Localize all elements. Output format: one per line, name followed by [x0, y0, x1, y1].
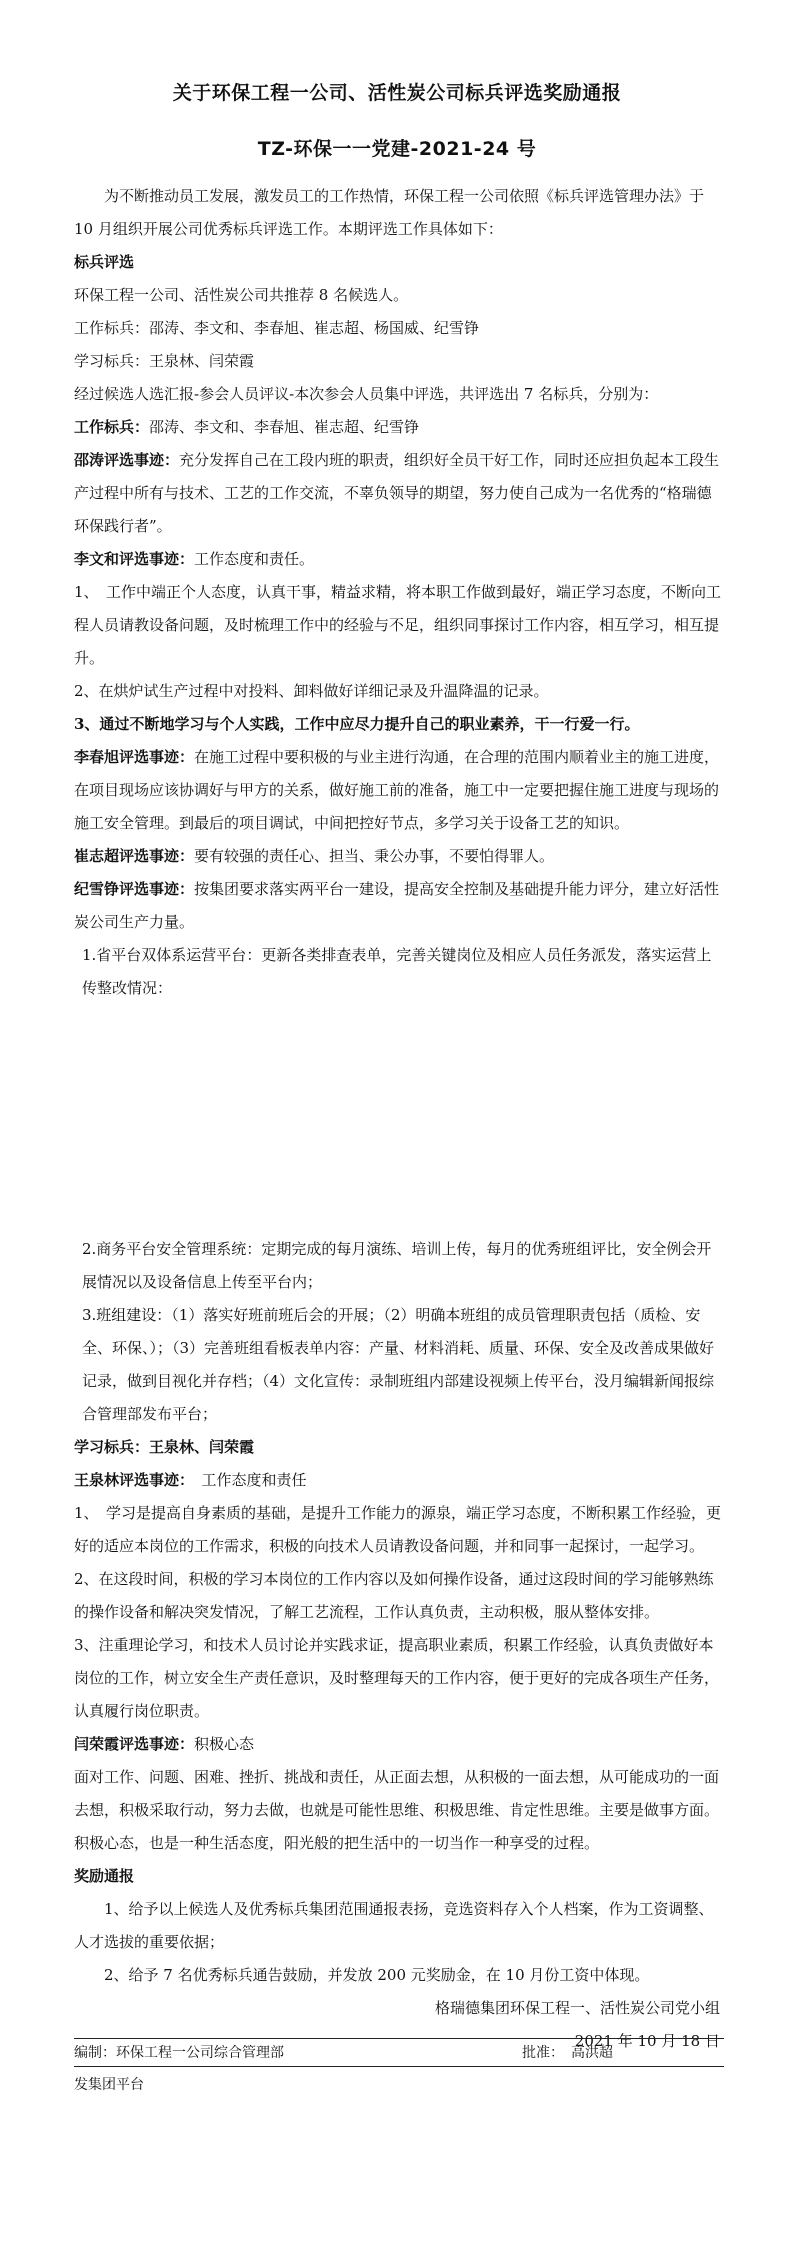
li-point-1: 1、 工作中端正个人态度，认真干事，精益求精，将本职工作做到最好，端正学习态度，不断向工程人员请教设备问题，及时梳理工作中的经验与不足，组织同事探讨工作内容，相互学习，相互提升。 [74, 583, 722, 667]
reward-heading: 奖励通报 [74, 1867, 135, 1885]
reward-point-2: 2、给予 7 名优秀标兵通告鼓励，并发放 200 元奖励金，在 10 月份工资中体现。 [104, 1966, 650, 1984]
study-heading: 学习标兵：王泉林、闫荣霞 [74, 1438, 255, 1456]
yan-text: 积极心态 [194, 1735, 255, 1753]
ji-label: 纪雪铮评选事迹： [74, 880, 195, 898]
cui-label: 崔志超评选事迹： [74, 847, 195, 865]
yan-deeds [74, 1728, 726, 1761]
chun-label: 李春旭评选事迹： [74, 748, 195, 766]
footer-bottom-rule [74, 2066, 724, 2067]
work-winners-label: 工作标兵： [74, 418, 150, 436]
wang-label: 王泉林评选事迹： [74, 1471, 187, 1489]
ji-point-3: 3.班组建设：（1）落实好班前班后会的开展；（2）明确本班组的成员管理职责包括（质检、安全、环保、）；（3）完善班组看板表单内容：产量、材料消耗、质量、环保、安全及改善成果做好记录，做到目视化并存档；（4）文化宣传：录制班组内部建设视频上传平台，没月编辑新闻报综合管理部发布平台； [82, 1306, 715, 1423]
shao-label: 邵涛评选事迹： [74, 451, 180, 469]
ji-text: 按集团要求落实两平台一建设，提高安全控制及基础提升能力评分，建立好活性炭公司生产力量。 [74, 880, 720, 931]
shao-deeds [74, 444, 726, 543]
ji-point-1: 1.省平台双体系运营平台：更新各类排查表单，完善关键岗位及相应人员任务派发，落实运营上传整改情况： [82, 946, 712, 997]
signature: 格瑞德集团环保工程一、活性炭公司党小组 [434, 1999, 720, 2017]
shao-text: 充分发挥自己在工段内班的职责，组织好全员干好工作，同时还应担负起本工段生产过程中所有与技术、工艺的工作交流，不辜负领导的期望，努力使自己成为一名优秀的“格瑞德环保践行者”。 [74, 451, 720, 535]
wang-deeds [74, 1464, 726, 1497]
wang-text: 工作态度和责任 [186, 1471, 307, 1489]
footer-editor: 编制：环保工程一公司综合管理部 [74, 2045, 284, 2061]
blank-space [74, 1005, 726, 1233]
li-point-3: 3、通过不断地学习与个人实践，工作中应尽力提升自己的职业素养，干一行爱一行。 [74, 715, 640, 733]
li-label: 李文和评选事迹： [74, 550, 195, 568]
work-candidates: 工作标兵：邵涛、李文和、李春旭、崔志超、杨国威、纪雪铮 [74, 319, 480, 337]
selection-process: 经过候选人选汇报-参会人员评议-本次参会人员集中评选，共评选出 7 名标兵，分别为： [74, 385, 659, 403]
document-title: 关于环保工程一公司、活性炭公司标兵评选奖励通报 [172, 82, 622, 104]
chun-deeds [74, 741, 726, 840]
wang-point-2: 2、在这段时间，积极的学习本岗位的工作内容以及如何操作设备，通过这段时间的学习能够熟练的操作设备和解决突发情况，了解工艺流程，工作认真负责，主动积极，服从整体安排。 [74, 1570, 714, 1621]
work-winners-names: 邵涛、李文和、李春旭、崔志超、纪雪铮 [149, 418, 420, 436]
ji-point-2: 2.商务平台安全管理系统：定期完成的每月演练、培训上传，每月的优秀班组评比，安全例会开展情况以及设备信息上传至平台内； [82, 1240, 712, 1291]
footer-approver: 批准： 高洪超 [522, 2045, 613, 2061]
li-point-2: 2、在烘炉试生产过程中对投料、卸料做好详细记录及升温降温的记录。 [74, 682, 549, 700]
document-body [74, 180, 726, 2058]
ji-deeds [74, 873, 726, 939]
work-winners [74, 411, 726, 444]
li-text: 工作态度和责任。 [194, 550, 315, 568]
yan-point-1: 面对工作、问题、困难、挫折、挑战和责任，从正面去想，从积极的一面去想，从可能成功的一面去想，积极采取行动，努力去做，也就是可能性思维、积极思维、肯定性思维。主要是做事方面。积极心态，也是一种生活态度，阳光般的把生活中的一切当作一种享受的过程。 [74, 1768, 720, 1852]
study-candidates: 学习标兵：王泉林、闫荣霞 [74, 352, 255, 370]
issue-date: 2021 年 10 月 18 日 [574, 2032, 720, 2050]
document-footer [74, 2038, 724, 2066]
yan-label: 闫荣霞评选事迹： [74, 1735, 195, 1753]
li-deeds [74, 543, 726, 576]
reward-point-1: 1、给予以上候选人及优秀标兵集团范围通报表扬，竞选资料存入个人档案，作为工资调整、人才选拔的重要依据； [74, 1900, 714, 1951]
footer-note: 发集团平台 [74, 2077, 144, 2093]
cui-text: 要有较强的责任心、担当、秉公办事，不要怕得罪人。 [194, 847, 555, 865]
wang-point-3: 3、注重理论学习，和技术人员讨论并实践求证，提高职业素质，积累工作经验，认真负责做好本岗位的工作，树立安全生产责任意识，及时整理每天的工作内容，便于更好的完成各项生产任务，认真履行岗位职责。 [74, 1636, 720, 1720]
chun-text: 在施工过程中要积极的与业主进行沟通，在合理的范围内顺着业主的施工进度，在项目现场应该协调好与甲方的关系，做好施工前的准备，施工中一定要把握住施工进度与现场的施工安全管理。到最后的项目调试，中间把控好节点，多学习关于设备工艺的知识。 [74, 748, 720, 832]
section-heading-selection: 标兵评选 [74, 253, 135, 271]
wang-point-1: 1、 学习是提高自身素质的基础，是提升工作能力的源泉，端正学习态度，不断积累工作经验，更好的适应本岗位的工作需求，积极的向技术人员请教设备问题，并和同事一起探讨，一起学习。 [74, 1504, 722, 1555]
cui-deeds [74, 840, 726, 873]
intro-paragraph: 为不断推动员工发展，激发员工的工作热情，环保工程一公司依照《标兵评选管理办法》于 10 月组织开展公司优秀标兵评选工作。本期评选工作具体如下： [74, 187, 705, 238]
candidates-count: 环保工程一公司、活性炭公司共推荐 8 名候选人。 [74, 286, 409, 304]
document-number: TZ-环保一一党建-2021-24 号 [257, 138, 537, 160]
